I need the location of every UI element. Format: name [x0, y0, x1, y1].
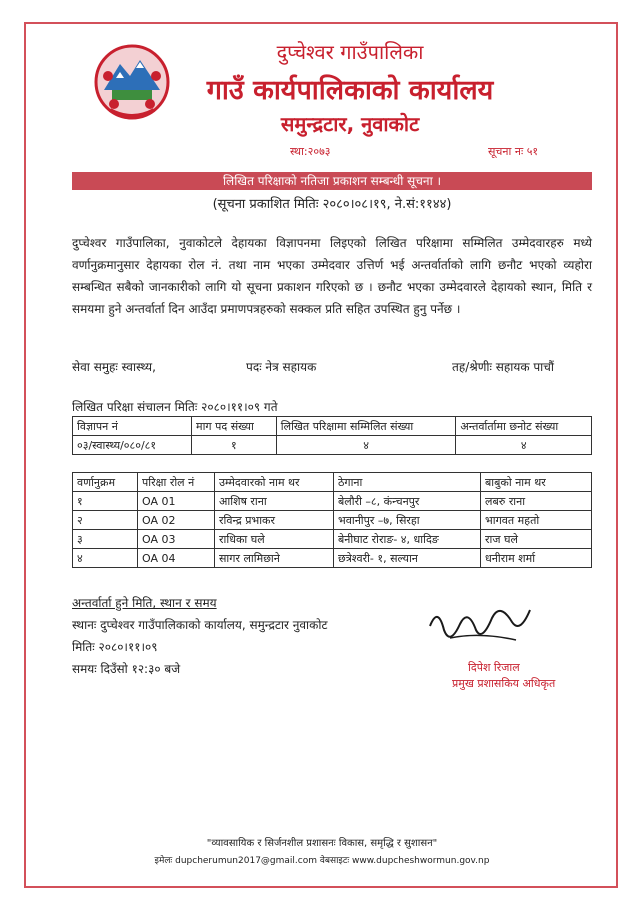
table-cell: ३ — [73, 530, 138, 549]
table-row — [73, 436, 592, 455]
footer-motto: "व्यावसायिक र सिर्जनशील प्रशासनः विकास, समृद्धि र सुशासन" — [206, 838, 438, 849]
table-cell: ०३/स्वास्थ्य/०८०/८१ — [73, 436, 192, 455]
table-cell: २ — [73, 511, 138, 530]
table-cell: सागर लामिछाने — [215, 549, 334, 568]
office-address: समुन्द्रटार, नुवाकोट — [280, 112, 420, 136]
table-header: लिखित परिक्षामा सम्मिलित संख्या — [276, 417, 456, 436]
exam-date: लिखित परिक्षा संचालन मितिः २०८०।११।०९ गते — [72, 400, 278, 414]
signatory-name: दिपेश रिजाल — [468, 661, 520, 674]
interview-date: मितिः २०८०।११।०९ — [72, 640, 158, 654]
table-cell: भागवत महतो — [481, 511, 592, 530]
post-level: तह/श्रेणीः सहायक पाचौं — [452, 360, 555, 374]
table-cell: ४ — [73, 549, 138, 568]
table-row — [73, 530, 592, 549]
signature-icon — [420, 596, 540, 656]
table-cell: राज घले — [481, 530, 592, 549]
table-header: अन्तर्वार्तामा छनोट संख्या — [456, 417, 592, 436]
service-group: सेवा समुहः स्वास्थ्य, — [72, 360, 156, 374]
publish-date: (सूचना प्रकाशित मितिः २०८०।०८।१९, ने.सं:११४४) — [212, 197, 452, 212]
table-header: ठेगाना — [334, 473, 481, 492]
table-cell: राधिका घले — [215, 530, 334, 549]
table-cell: रविन्द्र प्रभाकर — [215, 511, 334, 530]
table-cell: OA 03 — [138, 530, 215, 549]
table-header: विज्ञापन नं — [73, 417, 192, 436]
municipality-name: दुप्चेश्वर गाउँपालिका — [276, 40, 424, 64]
table-cell: OA 02 — [138, 511, 215, 530]
signatory-title: प्रमुख प्रशासकिय अधिकृत — [452, 677, 556, 690]
table-header: माग पद संख्या — [192, 417, 277, 436]
table-cell: १ — [73, 492, 138, 511]
interview-time: समयः दिउँसो १२:३० बजे — [72, 662, 181, 676]
table-row — [73, 511, 592, 530]
table-cell: धनीराम शर्मा — [481, 549, 592, 568]
table-header-row — [73, 417, 592, 436]
table-cell: छत्रेश्वरी- १, सल्यान — [334, 549, 481, 568]
established-year: स्था:२०७३ — [290, 145, 331, 158]
notice-number: सूचना नः ५१ — [488, 145, 539, 158]
candidates-table — [72, 472, 592, 568]
table-cell: आशिष राना — [215, 492, 334, 511]
table-cell: भवानीपुर –७, सिरहा — [334, 511, 481, 530]
table-cell: बेनीघाट रोराङ- ४, धादिङ — [334, 530, 481, 549]
table-row — [73, 492, 592, 511]
interview-details — [72, 592, 328, 680]
table-cell: बेलौरी –८, कंन्चनपुर — [334, 492, 481, 511]
post-name: पदः नेत्र सहायक — [246, 360, 317, 374]
table-header: उम्मेदवारको नाम थर — [215, 473, 334, 492]
table-header: वर्णानुक्रम — [73, 473, 138, 492]
table-header: परिक्षा रोल नं — [138, 473, 215, 492]
table-header-row — [73, 473, 592, 492]
footer-contact: इमेलः dupcherumun2017@gmail.com वेबसाइटः www.dupcheshwormun.gov.np — [154, 856, 490, 866]
interview-place: स्थानः दुप्चेश्वर गाउँपालिकाको कार्यालय, समुन्द्रटार नुवाकोट — [72, 618, 328, 632]
table-header: बाबुको नाम थर — [481, 473, 592, 492]
table-cell: OA 01 — [138, 492, 215, 511]
notice-title: लिखित परिक्षाको नतिजा प्रकाशन सम्बन्धी सूचना । — [72, 172, 592, 190]
notice-body: दुप्चेश्वर गाउँपालिका, नुवाकोटले देहायका विज्ञापनमा लिइएको लिखित परिक्षामा सम्मिलित उम्मेदवारहरु मध्ये वर्णानुक्रमानुसार देहायका रोल नं. तथा नाम भएका उम्मेदवार उत्तिर्ण भई अन्तर्वार्ताको लागि छनौट भएको व्यहोरा सम्बन्धित सबैको जानकारीको लागि यो सूचना प्रकाशन गरिएको छ । छनौट भएका उम्मेदवारले देहायको स्थान, मिति र समयमा हुने अन्तर्वार्ता दिन आउँदा प्रमाणपत्रहरुको सक्कल प्रति सहित उपस्थित हुनु पर्नेछ । — [72, 236, 592, 316]
table-cell: ४ — [276, 436, 456, 455]
table-cell: ४ — [456, 436, 592, 455]
table-cell: लबरु राना — [481, 492, 592, 511]
vacancy-table — [72, 416, 592, 455]
table-cell: १ — [192, 436, 277, 455]
interview-heading: अन्तर्वार्ता हुने मिति, स्थान र समय — [72, 596, 217, 610]
office-name: गाउँ कार्यपालिकाको कार्यालय — [206, 75, 494, 106]
table-cell: OA 04 — [138, 549, 215, 568]
table-row — [73, 549, 592, 568]
